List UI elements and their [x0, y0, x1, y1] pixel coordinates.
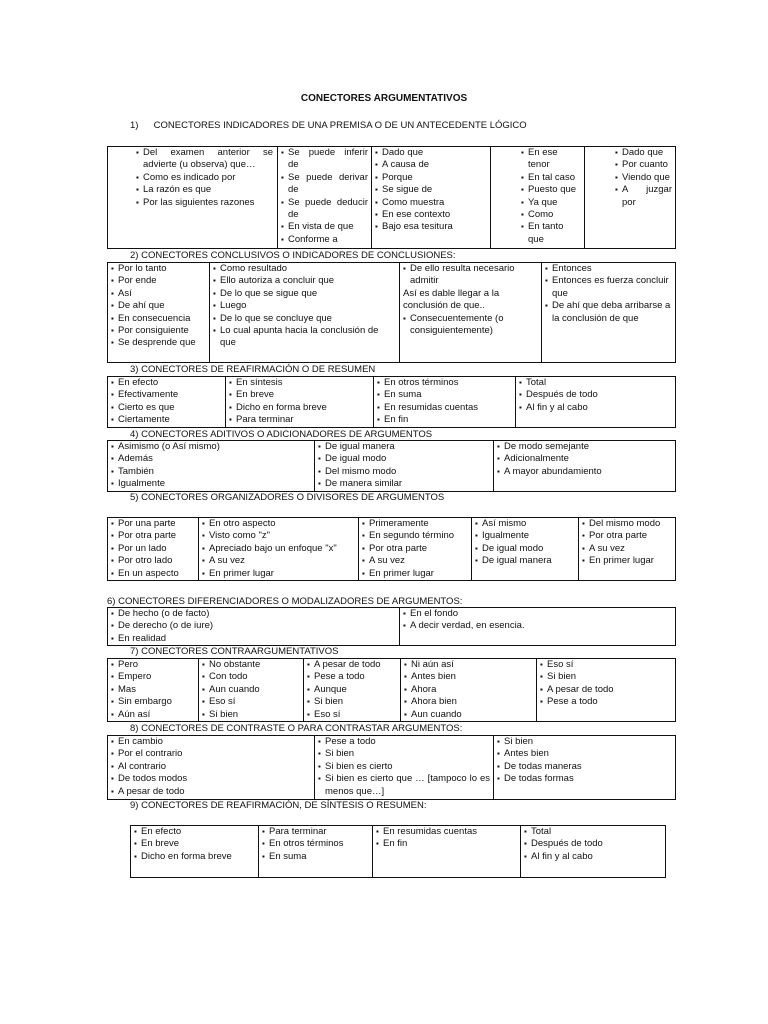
section-2-col-3: [400, 263, 542, 363]
connector-item: ▪ Como: [521, 209, 581, 221]
section-6-col-2: [400, 608, 676, 646]
connector-item: ▪ Mas: [111, 684, 195, 696]
section-7-col-1: [108, 659, 199, 722]
connector-item: ▪ En otros términos: [262, 838, 369, 850]
connector-item: ▪ Por lo tanto: [111, 263, 206, 275]
connector-item: ▪ Si bien: [307, 696, 397, 708]
connector-item: ▪ Del examen anterior se advierte (u observa) que…: [136, 147, 273, 172]
connector-item: ▪ Aun cuando: [404, 709, 533, 721]
connector-item: ▪ Visto como "z": [202, 530, 355, 542]
connector-item: ▪ En resumidas cuentas: [377, 402, 512, 414]
connector-item: ▪ Sin embargo: [111, 696, 195, 708]
section-7-table: [107, 658, 676, 722]
connector-item: ▪ Igualmente: [475, 530, 575, 542]
connector-item: ▪ En breve: [229, 389, 370, 401]
connector-item: ▪ Dicho en forma breve: [229, 402, 370, 414]
connector-item: ▪ En vista de que: [281, 221, 368, 233]
section-3-table: [107, 376, 676, 428]
connector-item: ▪ Consecuentemente (o consiguientemente): [403, 313, 538, 338]
connector-item: ▪ En cambio: [111, 736, 311, 748]
connector-item: ▪ De igual manera: [475, 555, 575, 567]
connector-item: ▪ Así mismo: [475, 518, 575, 530]
connector-item: ▪ De derecho (o de iure): [111, 620, 396, 632]
connector-item: ▪ De todos modos: [111, 773, 311, 785]
section-2-table: [107, 262, 676, 363]
connector-item: ▪ De igual manera: [318, 441, 490, 453]
connector-item: ▪ En efecto: [134, 826, 255, 838]
connector-item: ▪ Ya que: [521, 197, 581, 209]
connector-item: ▪ En primer lugar: [362, 568, 468, 580]
section-6-col-1: [108, 608, 400, 646]
section-3-col-3: [374, 377, 516, 428]
connector-item: ▪ No obstante: [202, 659, 300, 671]
connector-item: ▪ En primer lugar: [202, 568, 355, 580]
connector-item: ▪ A su vez: [582, 543, 672, 555]
connector-item: ▪ Aun cuando: [202, 684, 300, 696]
connector-item: ▪ Si bien: [497, 736, 672, 748]
connector-item: ▪ Dado que: [375, 147, 487, 159]
section-1-number: 1): [130, 120, 139, 131]
section-3-heading: 3) CONECTORES DE REAFIRMACIÓN O DE RESUMEN: [130, 364, 376, 375]
connector-item: ▪ Aún así: [111, 709, 195, 721]
connector-item: ▪ Además: [111, 453, 311, 465]
section-7-col-3: [304, 659, 401, 722]
connector-item: ▪ Eso sí: [202, 696, 300, 708]
connector-item: ▪ Aunque: [307, 684, 397, 696]
section-1-col-2: [278, 147, 372, 249]
connector-item: ▪ Por otra parte: [111, 530, 195, 542]
connector-item: ▪ Pese a todo: [540, 696, 672, 708]
connector-item: ▪ En tal caso: [521, 172, 581, 184]
section-9-table: [130, 825, 666, 878]
connector-item: ▪ Después de todo: [524, 838, 662, 850]
connector-item: ▪ En el fondo: [403, 608, 672, 620]
connector-item: ▪ En suma: [377, 389, 512, 401]
connector-item: ▪ Porque: [375, 172, 487, 184]
section-1-col-5: [585, 147, 676, 249]
connector-item: ▪ Bajo esa tesitura: [375, 221, 487, 233]
section-2-col-2: [210, 263, 400, 363]
connector-item: ▪ Por consiguiente: [111, 325, 206, 337]
section-1-title: CONECTORES INDICADORES DE UNA PREMISA O DE UN ANTECEDENTE LÓGICO: [153, 120, 527, 131]
section-9-col-3: [373, 826, 521, 878]
connector-item: ▪ De todas formas: [497, 773, 672, 785]
connector-item: ▪ De ahí que: [111, 300, 206, 312]
connector-item: ▪ Viendo que: [615, 172, 672, 184]
section-4-heading: 4) CONECTORES ADITIVOS O ADICIONADORES DE ARGUMENTOS: [130, 429, 433, 440]
connector-item: Así es dable llegar a la conclusión de que..: [403, 287, 500, 312]
connector-item: ▪ Se desprende que: [111, 337, 206, 349]
connector-item: ▪ En efecto: [111, 377, 222, 389]
connector-item: ▪ En síntesis: [229, 377, 370, 389]
connector-item: ▪ Al fin y al cabo: [524, 851, 662, 863]
connector-item: ▪ Se puede deducir de: [281, 197, 368, 222]
connector-item: ▪ Luego: [213, 300, 396, 312]
connector-item: ▪ Se puede inferir de: [281, 147, 368, 172]
connector-item: ▪ Después de todo: [519, 389, 672, 401]
connector-item: ▪ Total: [524, 826, 662, 838]
section-5-col-1: [108, 518, 199, 581]
section-8-heading: 8) CONECTORES DE CONTRASTE O PARA CONTRASTAR ARGUMENTOS:: [130, 723, 463, 734]
connector-item: ▪ De todas maneras: [497, 761, 672, 773]
connector-item: ▪ Por ende: [111, 275, 206, 287]
connector-item: ▪ Por otra parte: [582, 530, 672, 542]
section-3-col-2: [226, 377, 374, 428]
section-9-col-4: [521, 826, 666, 878]
section-6-heading: 6) CONECTORES DIFERENCIADORES O MODALIZADORES DE ARGUMENTOS:: [107, 596, 463, 607]
section-7-heading: 7) CONECTORES CONTRAARGUMENTATIVOS: [130, 646, 339, 657]
connector-item: ▪ Se puede derivar de: [281, 172, 368, 197]
section-7-col-4: [401, 659, 537, 722]
connector-item: ▪ Del mismo modo: [582, 518, 672, 530]
section-8-col-2: [315, 736, 494, 800]
connector-item: ▪ Como muestra: [375, 197, 487, 209]
connector-item: ▪ A pesar de todo: [540, 684, 672, 696]
connector-item: ▪ A pesar de todo: [307, 659, 397, 671]
connector-item: ▪ En un aspecto: [111, 568, 195, 580]
connector-item: ▪ De igual modo: [475, 543, 575, 555]
connector-item: ▪ En fin: [377, 414, 512, 426]
connector-item: ▪ Para terminar: [229, 414, 370, 426]
connector-item: ▪ Si bien: [540, 671, 672, 683]
connector-item: ▪ Si bien es cierto que … [tampoco lo es menos que…]: [318, 773, 490, 798]
section-2-heading: 2) CONECTORES CONCLUSIVOS O INDICADORES DE CONCLUSIONES:: [130, 250, 456, 261]
connector-item: ▪ Así: [111, 288, 206, 300]
connector-item: ▪ Del mismo modo: [318, 466, 490, 478]
connector-item: ▪ Por cuanto: [615, 159, 672, 171]
connector-item: ▪ Por el contrario: [111, 748, 311, 760]
connector-item: ▪ Total: [519, 377, 672, 389]
connector-item: ▪ La razón es que: [136, 184, 273, 196]
connector-item: ▪ En suma: [262, 851, 369, 863]
connector-item: ▪ Ahora bien: [404, 696, 533, 708]
connector-item: ▪ En realidad: [111, 633, 396, 645]
connector-item: ▪ En otro aspecto: [202, 518, 355, 530]
connector-item: ▪ Se sigue de: [375, 184, 487, 196]
section-7-col-2: [199, 659, 304, 722]
section-9-heading: 9) CONECTORES DE REAFIRMACIÓN, DE SÍNTESIS O RESUMEN:: [130, 800, 427, 811]
connector-item: ▪ Antes bien: [497, 748, 672, 760]
connector-item: ▪ Apreciado bajo un enfoque "x": [202, 543, 355, 555]
connector-item: ▪ En otros términos: [377, 377, 512, 389]
connector-item: ▪ Primeramente: [362, 518, 468, 530]
connector-item: ▪ Como es indicado por: [136, 172, 273, 184]
connector-item: ▪ A su vez: [362, 555, 468, 567]
connector-item: ▪ Dicho en forma breve: [134, 851, 255, 863]
connector-item: ▪ De ello resulta necesario admitir: [403, 263, 538, 288]
connector-item: ▪ De lo que se sigue que: [213, 288, 396, 300]
section-5-col-5: [579, 518, 676, 581]
section-4-table: [107, 440, 676, 492]
connector-item: ▪ De modo semejante: [497, 441, 672, 453]
connector-item: ▪ Igualmente: [111, 478, 311, 490]
connector-item: ▪ En fin: [376, 838, 517, 850]
connector-item: ▪ En consecuencia: [111, 313, 206, 325]
section-3-col-1: [108, 377, 226, 428]
connector-item: ▪ Como resultado: [213, 263, 396, 275]
section-4-col-1: [108, 441, 315, 492]
connector-item: ▪ De manera similar: [318, 478, 490, 490]
connector-item: ▪ Pese a todo: [307, 671, 397, 683]
connector-item: ▪ Entonces es fuerza concluir que: [545, 275, 672, 300]
connector-item: ▪ Si bien es cierto: [318, 761, 490, 773]
connector-item: ▪ En breve: [134, 838, 255, 850]
connector-item: ▪ Lo cual apunta hacia la conclusión de que: [213, 325, 396, 350]
section-4-col-3: [494, 441, 676, 492]
section-8-col-3: [494, 736, 676, 800]
connector-item: ▪ En ese tenor: [521, 147, 581, 172]
connector-item: ▪ A decir verdad, en esencia.: [403, 620, 672, 632]
connector-item: ▪ Pese a todo: [318, 736, 490, 748]
section-1-heading: [130, 120, 527, 132]
connector-item: ▪ Dado que: [615, 147, 672, 159]
connector-item: ▪ De lo que se concluye que: [213, 313, 396, 325]
connector-item: ▪ Con todo: [202, 671, 300, 683]
section-7-col-5: [537, 659, 676, 722]
connector-item: ▪ A juzgar por: [615, 184, 672, 209]
connector-item: ▪ De hecho (o de facto): [111, 608, 396, 620]
connector-item: ▪ Para terminar: [262, 826, 369, 838]
connector-item: ▪ También: [111, 466, 311, 478]
connector-item: ▪ Ahora: [404, 684, 533, 696]
section-6-table: [107, 607, 676, 646]
connector-item: ▪ A mayor abundamiento: [497, 466, 672, 478]
section-5-heading: 5) CONECTORES ORGANIZADORES O DIVISORES DE ARGUMENTOS: [130, 492, 445, 503]
connector-item: ▪ Conforme a: [281, 234, 368, 246]
connector-item: ▪ Eso sí: [307, 709, 397, 721]
connector-item: ▪ Por las siguientes razones: [136, 197, 273, 209]
section-2-col-1: [108, 263, 210, 363]
connector-item: ▪ A pesar de todo: [111, 786, 311, 798]
section-1-table: [107, 146, 676, 249]
section-1-col-4: [491, 147, 585, 249]
section-8-col-1: [108, 736, 315, 800]
section-9-col-2: [259, 826, 373, 878]
connector-item: ▪ Si bien: [318, 748, 490, 760]
connector-item: ▪ En tanto que: [521, 221, 581, 246]
connector-item: ▪ Por una parte: [111, 518, 195, 530]
connector-item: ▪ Adicionalmente: [497, 453, 672, 465]
section-1-col-3: [372, 147, 491, 249]
connector-item: ▪ Al fin y al cabo: [519, 402, 672, 414]
connector-item: ▪ Ni aún así: [404, 659, 533, 671]
connector-item: ▪ Ciertamente: [111, 414, 222, 426]
connector-item: ▪ Efectivamente: [111, 389, 222, 401]
connector-item: ▪ Por otro lado: [111, 555, 195, 567]
connector-item: ▪ En resumidas cuentas: [376, 826, 517, 838]
section-1-col-1: [108, 147, 278, 249]
section-2-col-4: [542, 263, 676, 363]
connector-item: ▪ Pero: [111, 659, 195, 671]
section-5-col-3: [359, 518, 472, 581]
connector-item: ▪ De ahí que deba arribarse a la conclusión de que: [545, 300, 672, 325]
section-5-col-2: [199, 518, 359, 581]
connector-item: ▪ A su vez: [202, 555, 355, 567]
section-5-col-4: [472, 518, 579, 581]
connector-item: ▪ Entonces: [545, 263, 672, 275]
page-title: CONECTORES ARGUMENTATIVOS: [300, 93, 468, 104]
connector-item: ▪ Antes bien: [404, 671, 533, 683]
connector-item: ▪ Por otra parte: [362, 543, 468, 555]
connector-item: ▪ Asimismo (o Así mismo): [111, 441, 311, 453]
connector-item: ▪ Ello autoriza a concluir que: [213, 275, 396, 287]
connector-item: ▪ En ese contexto: [375, 209, 487, 221]
section-4-col-2: [315, 441, 494, 492]
connector-item: ▪ Puesto que: [521, 184, 581, 196]
connector-item: ▪ Por un lado: [111, 543, 195, 555]
connector-item: ▪ En primer lugar: [582, 555, 672, 567]
connector-item: ▪ Cierto es que: [111, 402, 222, 414]
section-3-col-4: [516, 377, 676, 428]
connector-item: ▪ Si bien: [202, 709, 300, 721]
connector-item: ▪ Empero: [111, 671, 195, 683]
connector-item: ▪ De igual modo: [318, 453, 490, 465]
connector-item: ▪ En segundo término: [362, 530, 468, 542]
connector-item: ▪ Al contrario: [111, 761, 311, 773]
section-8-table: [107, 735, 676, 800]
connector-item: ▪ A causa de: [375, 159, 487, 171]
section-5-table: [107, 517, 676, 581]
connector-item: ▪ Eso sí: [540, 659, 672, 671]
section-9-col-1: [131, 826, 259, 878]
